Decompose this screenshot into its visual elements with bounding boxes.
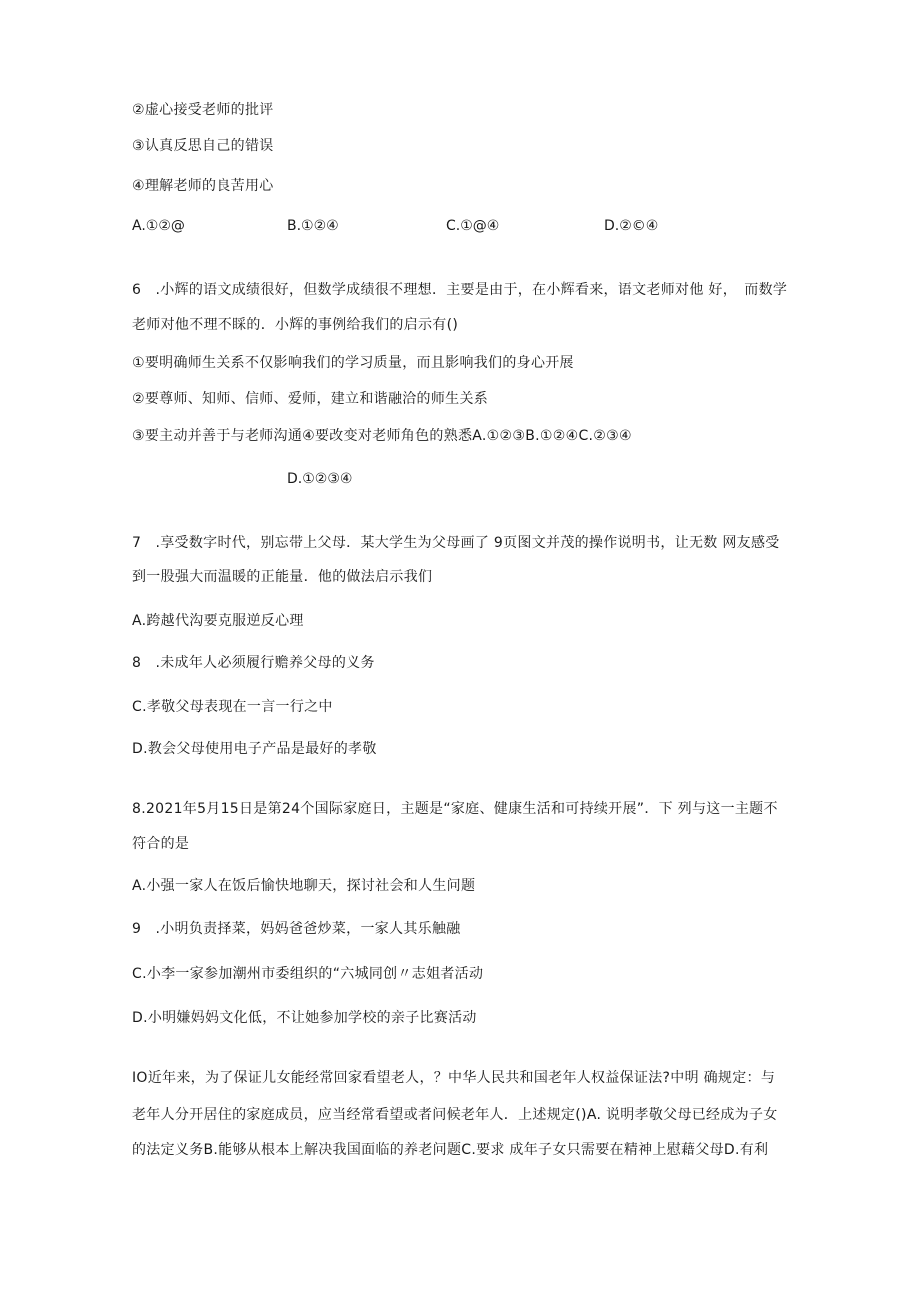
q6-stem-line-2: 老师对他不理不睬的．小辉的事例给我们的启示有() [132,317,459,333]
q7-stem-line-2: 到一股强大而温暖的正能量．他的做法启示我们 [132,569,433,585]
q5-choice-a: A.①②@ [132,218,185,234]
q7-choice-b: 8 .未成年人必须履行赡养父母的义务 [132,655,375,671]
q8-choice-b: 9 .小明负责择菜，妈妈爸爸炒菜，一家人其乐触融 [132,921,461,937]
q6-option-1: ①要明确师生关系不仅影响我们的学习质量，而且影响我们的身心开展 [132,355,574,371]
q5-option-2: ②虚心接受老师的批评 [132,102,274,118]
q8-choice-c: C.小李一家参加潮州市委组织的“六城同创〃志姐者活动 [132,966,484,982]
q6-option-2: ②要尊师、知师、信师、爱师，建立和谐融洽的师生关系 [132,391,489,407]
q10-stem-line-1: IO近年来，为了保证儿女能经常回家看望老人，？中华人民共和国老年人权益保证法?中明 确规定：与 [132,1070,776,1086]
q8-stem-line-2: 符合的是 [132,836,190,852]
q7-choice-d: D.教会父母使用电子产品是最好的孝敬 [132,741,377,757]
q6-stem-line-1: 6 .小辉的语文成绩很好，但数学成绩很不理想．主要是由于，在小辉看来，语文老师对他 好， 而数学 [132,282,788,298]
q7-choice-c: C.孝敬父母表现在一言一行之中 [132,699,333,715]
q5-choice-d: D.②©④ [604,218,659,234]
q10-stem-line-3: 的法定义务B.能够从根本上解决我国面临的养老问题C.要求 成年子女只需要在精神上慰藉父母D.有利 [132,1142,769,1158]
q8-choice-d: D.小明嫌妈妈文化低，不让她参加学校的亲子比赛活动 [132,1010,477,1026]
q7-choice-a: A.跨越代沟要克服逆反心理 [132,613,304,629]
q6-option-3-and-choices: ③要主动并善于与老师沟通④要改变对老师角色的熟悉A.①②③B.①②④C.②③④ [132,428,632,444]
q5-choice-b: B.①②④ [287,218,339,234]
q7-stem-line-1: 7 .享受数字时代，别忘带上父母．某大学生为父母画了 9页图文并茂的操作说明书，让无数 网友感受 [132,535,780,551]
q5-option-4: ④理解老师的良苦用心 [132,178,274,194]
q6-choice-d: D.①②③④ [287,471,353,487]
q5-option-3: ③认真反思自己的错误 [132,138,274,154]
q8-stem-line-1: 8.2021年5月15日是第24个国际家庭日，主题是“家庭、健康生活和可持续开展”．下 列与这一主题不 [132,801,778,817]
q5-choice-c: C.①@④ [446,218,500,234]
q10-stem-line-2: 老年人分开居住的家庭成员，应当经常看望或者问候老年人．上述规定()A. 说明孝敬父母已经成为子女 [132,1107,778,1123]
q8-choice-a: A.小强一家人在饭后愉快地聊天，探讨社会和人生问题 [132,878,476,894]
